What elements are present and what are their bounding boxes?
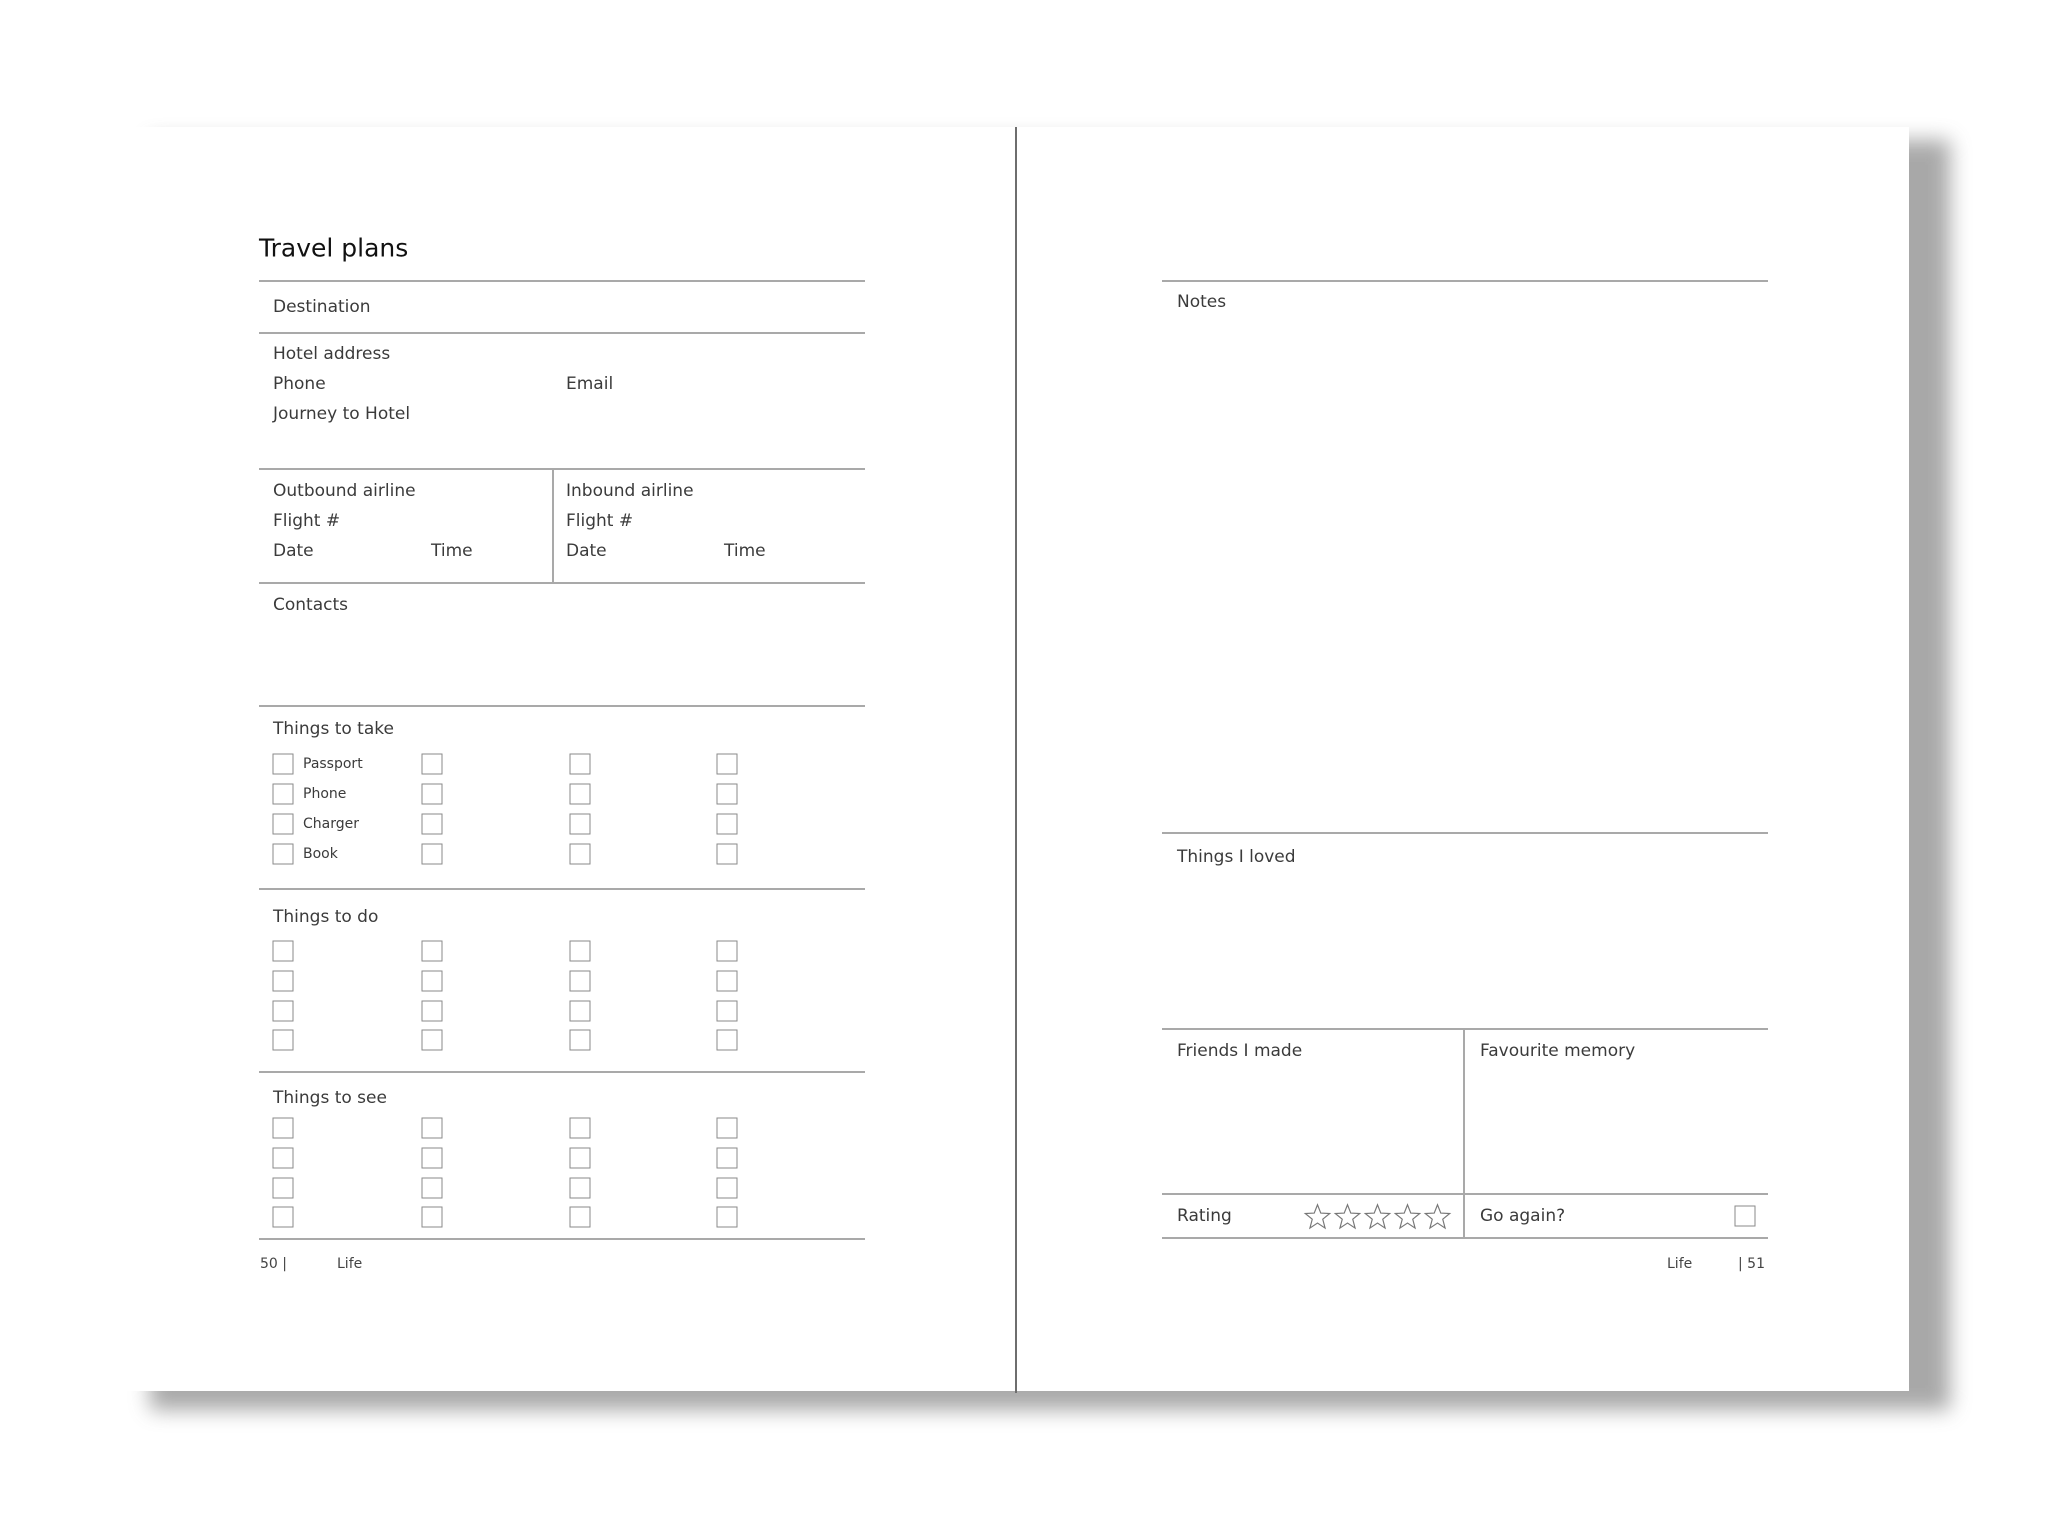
things-to-see-checkbox[interactable] — [422, 1118, 443, 1139]
things-to-see-checkbox[interactable] — [570, 1178, 591, 1199]
divider — [259, 332, 865, 334]
things-to-do-checkbox[interactable] — [570, 941, 591, 962]
outbound-time-field[interactable]: Time — [431, 541, 473, 561]
divider — [1162, 1028, 1768, 1030]
outbound-date-field[interactable]: Date — [273, 541, 314, 561]
inbound-time-field[interactable]: Time — [724, 541, 766, 561]
star-icon[interactable] — [1363, 1203, 1392, 1231]
things-to-take-checkbox[interactable] — [422, 844, 443, 865]
inbound-flight-field[interactable]: Flight # — [566, 511, 634, 531]
things-to-take-checkbox[interactable] — [273, 814, 294, 835]
things-to-do-checkbox[interactable] — [273, 971, 294, 992]
divider — [259, 1071, 865, 1073]
things-to-see-checkbox[interactable] — [422, 1207, 443, 1228]
friends-field[interactable]: Friends I made — [1177, 1041, 1303, 1061]
divider — [1162, 280, 1768, 282]
section-name: Life — [337, 1256, 363, 1272]
things-to-do-checkbox[interactable] — [570, 1001, 591, 1022]
star-icon[interactable] — [1423, 1203, 1452, 1231]
things-to-take-checkbox[interactable] — [717, 814, 738, 835]
things-to-see-checkbox[interactable] — [273, 1148, 294, 1169]
things-to-take-checkbox[interactable] — [422, 784, 443, 805]
outbound-airline-field[interactable]: Outbound airline — [273, 481, 416, 501]
divider — [259, 280, 865, 282]
rating-stars[interactable] — [1303, 1203, 1452, 1231]
checklist-item-label: Charger — [303, 816, 359, 832]
things-to-see-checkbox[interactable] — [717, 1148, 738, 1169]
book-spine — [1015, 127, 1017, 1393]
checklist-item-label: Passport — [303, 756, 363, 772]
things-to-do-checkbox[interactable] — [717, 1030, 738, 1051]
things-to-do-checkbox[interactable] — [422, 971, 443, 992]
things-to-take-checkbox[interactable] — [570, 754, 591, 775]
things-to-take-checkbox[interactable] — [570, 784, 591, 805]
things-to-see-checkbox[interactable] — [570, 1148, 591, 1169]
things-to-take-checkbox[interactable] — [273, 754, 294, 775]
page-number: 50 | — [260, 1256, 287, 1272]
destination-field[interactable]: Destination — [273, 297, 371, 317]
things-to-do-heading: Things to do — [273, 907, 379, 927]
email-field[interactable]: Email — [566, 374, 614, 394]
rating-label: Rating — [1177, 1206, 1232, 1226]
things-to-do-checkbox[interactable] — [717, 971, 738, 992]
things-to-take-checkbox[interactable] — [273, 844, 294, 865]
things-to-do-checkbox[interactable] — [422, 1030, 443, 1051]
things-to-take-checkbox[interactable] — [717, 784, 738, 805]
inbound-airline-field[interactable]: Inbound airline — [566, 481, 694, 501]
section-name: Life — [1667, 1256, 1693, 1272]
things-to-do-checkbox[interactable] — [422, 941, 443, 962]
things-to-take-checkbox[interactable] — [570, 814, 591, 835]
things-to-take-checkbox[interactable] — [717, 844, 738, 865]
divider — [1162, 1193, 1768, 1195]
page-number: | 51 — [1738, 1256, 1765, 1272]
notes-field[interactable]: Notes — [1177, 292, 1227, 312]
things-to-see-checkbox[interactable] — [273, 1118, 294, 1139]
things-to-do-checkbox[interactable] — [273, 1001, 294, 1022]
journey-field[interactable]: Journey to Hotel — [273, 404, 411, 424]
things-to-see-heading: Things to see — [273, 1088, 387, 1108]
hotel-address-field[interactable]: Hotel address — [273, 344, 391, 364]
things-to-do-checkbox[interactable] — [273, 1030, 294, 1051]
things-to-take-checkbox[interactable] — [422, 754, 443, 775]
things-to-take-checkbox[interactable] — [570, 844, 591, 865]
divider — [259, 705, 865, 707]
things-to-take-checkbox[interactable] — [422, 814, 443, 835]
things-to-take-checkbox[interactable] — [273, 784, 294, 805]
divider — [259, 1238, 865, 1240]
things-to-do-checkbox[interactable] — [273, 941, 294, 962]
divider — [1162, 832, 1768, 834]
divider — [259, 468, 865, 470]
divider — [259, 582, 865, 584]
divider — [1463, 1029, 1465, 1238]
go-again-checkbox[interactable] — [1735, 1206, 1756, 1227]
inbound-date-field[interactable]: Date — [566, 541, 607, 561]
things-to-see-checkbox[interactable] — [570, 1118, 591, 1139]
things-to-do-checkbox[interactable] — [570, 1030, 591, 1051]
things-to-see-checkbox[interactable] — [717, 1207, 738, 1228]
divider — [1162, 1237, 1768, 1239]
star-icon[interactable] — [1333, 1203, 1362, 1231]
things-loved-field[interactable]: Things I loved — [1177, 847, 1296, 867]
star-icon[interactable] — [1393, 1203, 1422, 1231]
phone-field[interactable]: Phone — [273, 374, 326, 394]
checklist-item-label: Phone — [303, 786, 347, 802]
things-to-see-checkbox[interactable] — [717, 1118, 738, 1139]
things-to-do-checkbox[interactable] — [717, 941, 738, 962]
things-to-see-checkbox[interactable] — [273, 1207, 294, 1228]
divider — [552, 469, 554, 582]
go-again-label: Go again? — [1480, 1206, 1566, 1226]
things-to-do-checkbox[interactable] — [717, 1001, 738, 1022]
contacts-field[interactable]: Contacts — [273, 595, 348, 615]
left-page — [120, 127, 1016, 1391]
things-to-see-checkbox[interactable] — [570, 1207, 591, 1228]
things-to-see-checkbox[interactable] — [717, 1178, 738, 1199]
favourite-memory-field[interactable]: Favourite memory — [1480, 1041, 1636, 1061]
outbound-flight-field[interactable]: Flight # — [273, 511, 341, 531]
checklist-item-label: Book — [303, 846, 338, 862]
divider — [259, 888, 865, 890]
things-to-see-checkbox[interactable] — [422, 1178, 443, 1199]
things-to-see-checkbox[interactable] — [273, 1178, 294, 1199]
things-to-do-checkbox[interactable] — [422, 1001, 443, 1022]
things-to-take-checkbox[interactable] — [717, 754, 738, 775]
things-to-see-checkbox[interactable] — [422, 1148, 443, 1169]
star-icon[interactable] — [1303, 1203, 1332, 1231]
things-to-do-checkbox[interactable] — [570, 971, 591, 992]
page-title: Travel plans — [259, 233, 409, 263]
things-to-take-heading: Things to take — [273, 719, 394, 739]
